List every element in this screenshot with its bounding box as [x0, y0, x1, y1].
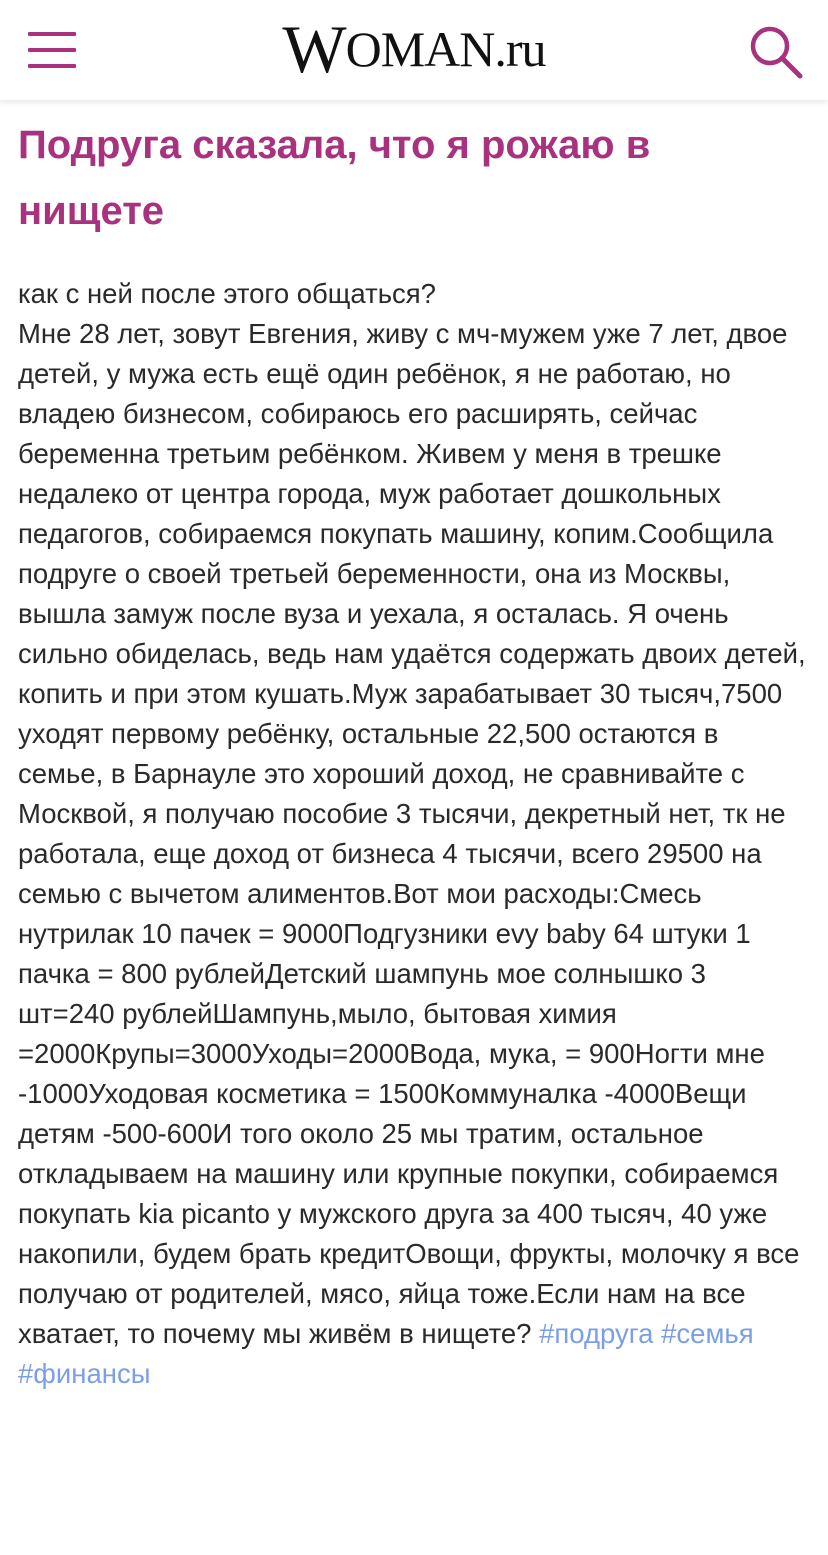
- site-logo[interactable]: [276, 10, 552, 88]
- site-header: [0, 0, 828, 100]
- logo-caps: OMAN: [345, 21, 495, 77]
- logo-initial: W: [282, 11, 346, 87]
- menu-line: [28, 48, 76, 52]
- article-title: Подруга сказала, что я рожаю в нищете: [18, 123, 651, 233]
- article-body-text: как с ней после этого общаться? Мне 28 лет, зовут Евгения, живу с мч-мужем уже 7 лет, двое детей, у мужа есть ещё один ребёнок, я не работаю, но владею бизнесом, собираюсь его расширять, сейчас беременна третьим ребёнком. Живем у меня в трешке недалеко от центра города, муж работает дошкольных педагогов, собираемся покупать машину, копим.Сообщила подруге о своей третьей беременности, она из Москвы, вышла замуж после вуза и уехала, я осталась. Я очень сильно обиделась, ведь нам удаётся содержать двоих детей, копить и при этом кушать.Муж зарабатывает 30 тысяч,7500 уходят первому ребёнку, остальные 22,500 остаются в семье, в Барнауле это хороший доход, не сравнивайте с Москвой, я получаю пособие 3 тысячи, декретный нет, тк не работала, еще доход от бизнеса 4 тысячи, всего 29500 на семью с вычетом алиментов.Вот мои расходы:Смесь нутрилак 10 пачек = 9000Подгузники evy baby 64 штуки 1 пачка = 800 рублейДетский шампунь мое солнышко 3 шт=240 рублейШампунь,мыло, бытовая химия =2000Крупы=3000Уходы=2000Вода, мука, = 900Ногти мне -1000Уходовая косметика = 1500Коммуналка -4000Вещи детям -500-600И того около 25 мы тратим, остальное откладываем на машину или крупные покупки, собираемся покупать kia picanto у мужского друга за 400 тысяч, 40 уже накопили, будем брать кредитОвощи, фрукты, молочку я все получаю от родителей, мясо, яйца тоже.Если нам на все хватает, то почему мы живём в нищете?: [18, 278, 806, 1349]
- tag-finansy[interactable]: #финансы: [18, 1358, 151, 1389]
- search-icon[interactable]: [744, 20, 808, 84]
- menu-line: [28, 32, 76, 36]
- tag-podruga[interactable]: #подруга: [539, 1318, 654, 1349]
- article-body: [18, 274, 810, 1394]
- menu-line: [28, 64, 76, 68]
- hamburger-menu-icon[interactable]: [18, 22, 84, 78]
- logo-tld: .ru: [494, 21, 546, 77]
- tag-semya[interactable]: #семья: [661, 1318, 754, 1349]
